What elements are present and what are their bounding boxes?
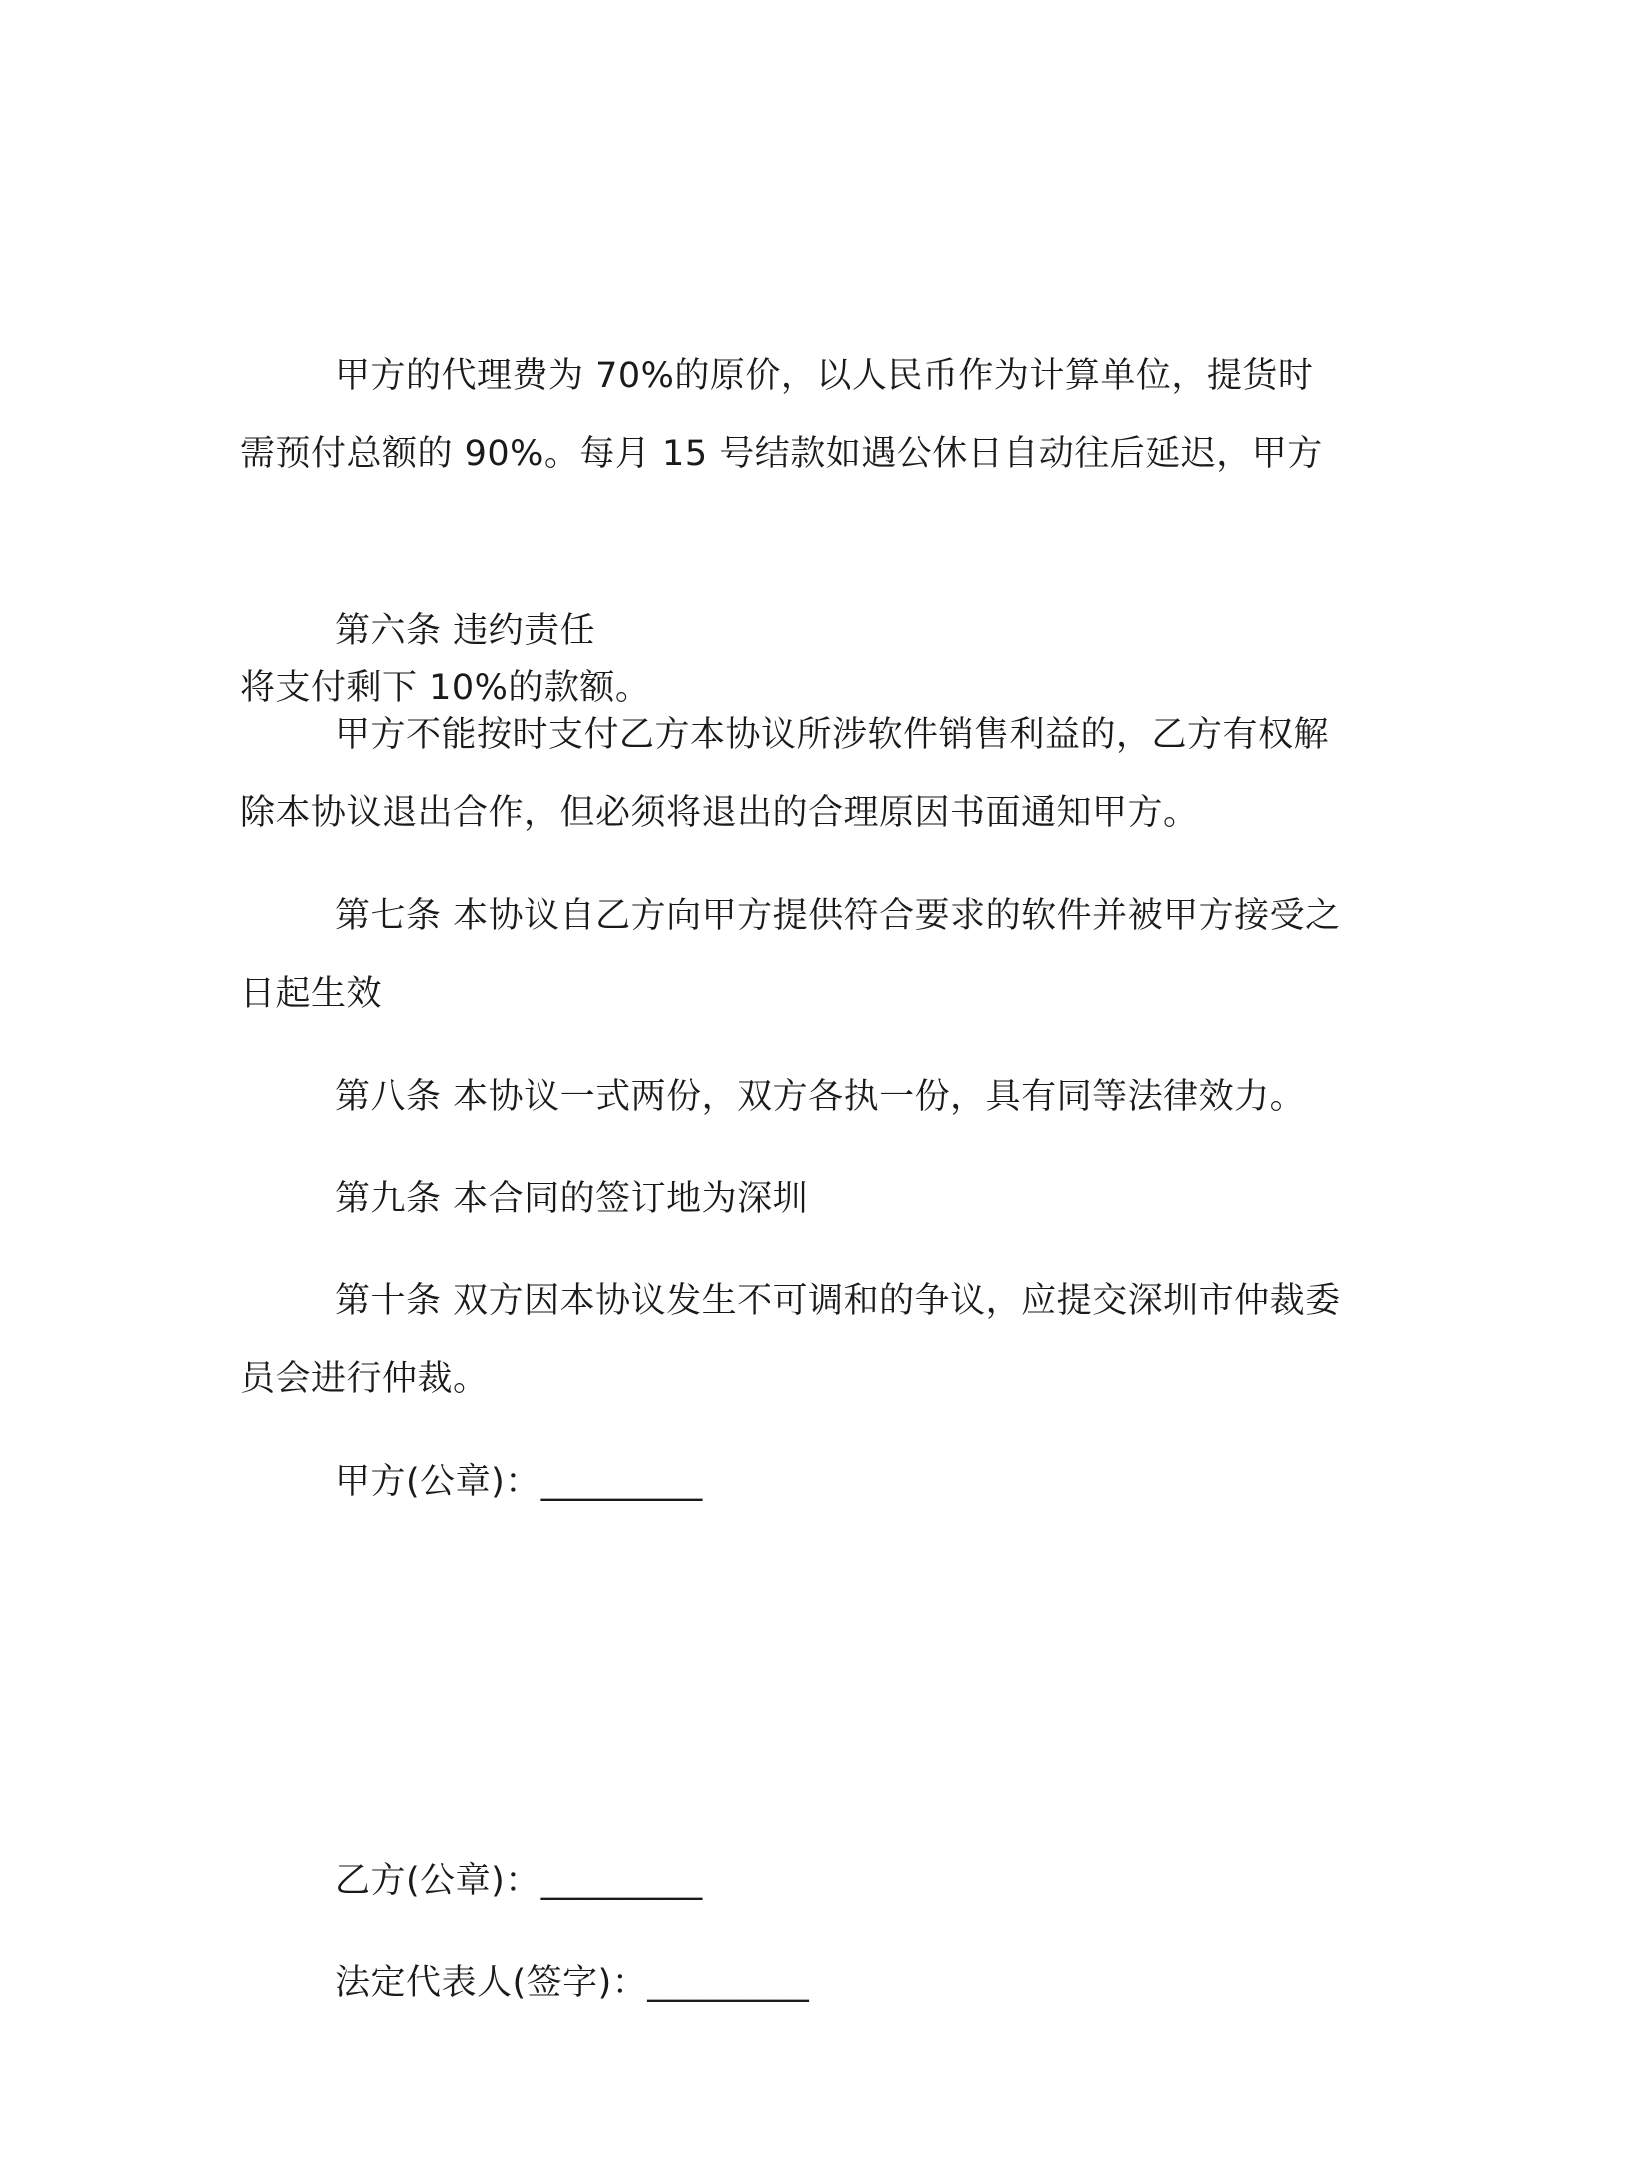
article-9: 第九条 本合同的签订地为深圳	[335, 1179, 809, 1219]
paragraph-line: 需预付总额的 90%。每月 15 号结款如遇公休日自动往后延迟，甲方	[240, 434, 1323, 474]
paragraph-line: 员会进行仲裁。	[240, 1359, 489, 1399]
legal-representative-signature-line: 法定代表人(签字)：_________	[335, 1963, 810, 2003]
paragraph-line: 甲方的代理费为 70%的原价，以人民币作为计算单位，提货时	[335, 356, 1314, 396]
party-b-seal-line: 乙方(公章)：_________	[335, 1861, 703, 1901]
article-8: 第八条 本协议一式两份，双方各执一份，具有同等法律效力。	[335, 1077, 1306, 1117]
paragraph-line: 甲方不能按时支付乙方本协议所涉软件销售利益的，乙方有权解	[335, 715, 1330, 755]
paragraph-line: 将支付剩下 10%的款额。	[240, 668, 651, 708]
paragraph-line: 除本协议退出合作，但必须将退出的合理原因书面通知甲方。	[240, 793, 1199, 833]
paragraph-line: 第十条 双方因本协议发生不可调和的争议，应提交深圳市仲裁委	[335, 1281, 1341, 1321]
article-6-heading: 第六条 违约责任	[335, 611, 596, 651]
party-a-seal-line: 甲方(公章)：_________	[335, 1462, 703, 1502]
paragraph-line: 第七条 本协议自乙方向甲方提供符合要求的软件并被甲方接受之	[335, 896, 1341, 936]
paragraph-line: 日起生效	[240, 974, 383, 1014]
